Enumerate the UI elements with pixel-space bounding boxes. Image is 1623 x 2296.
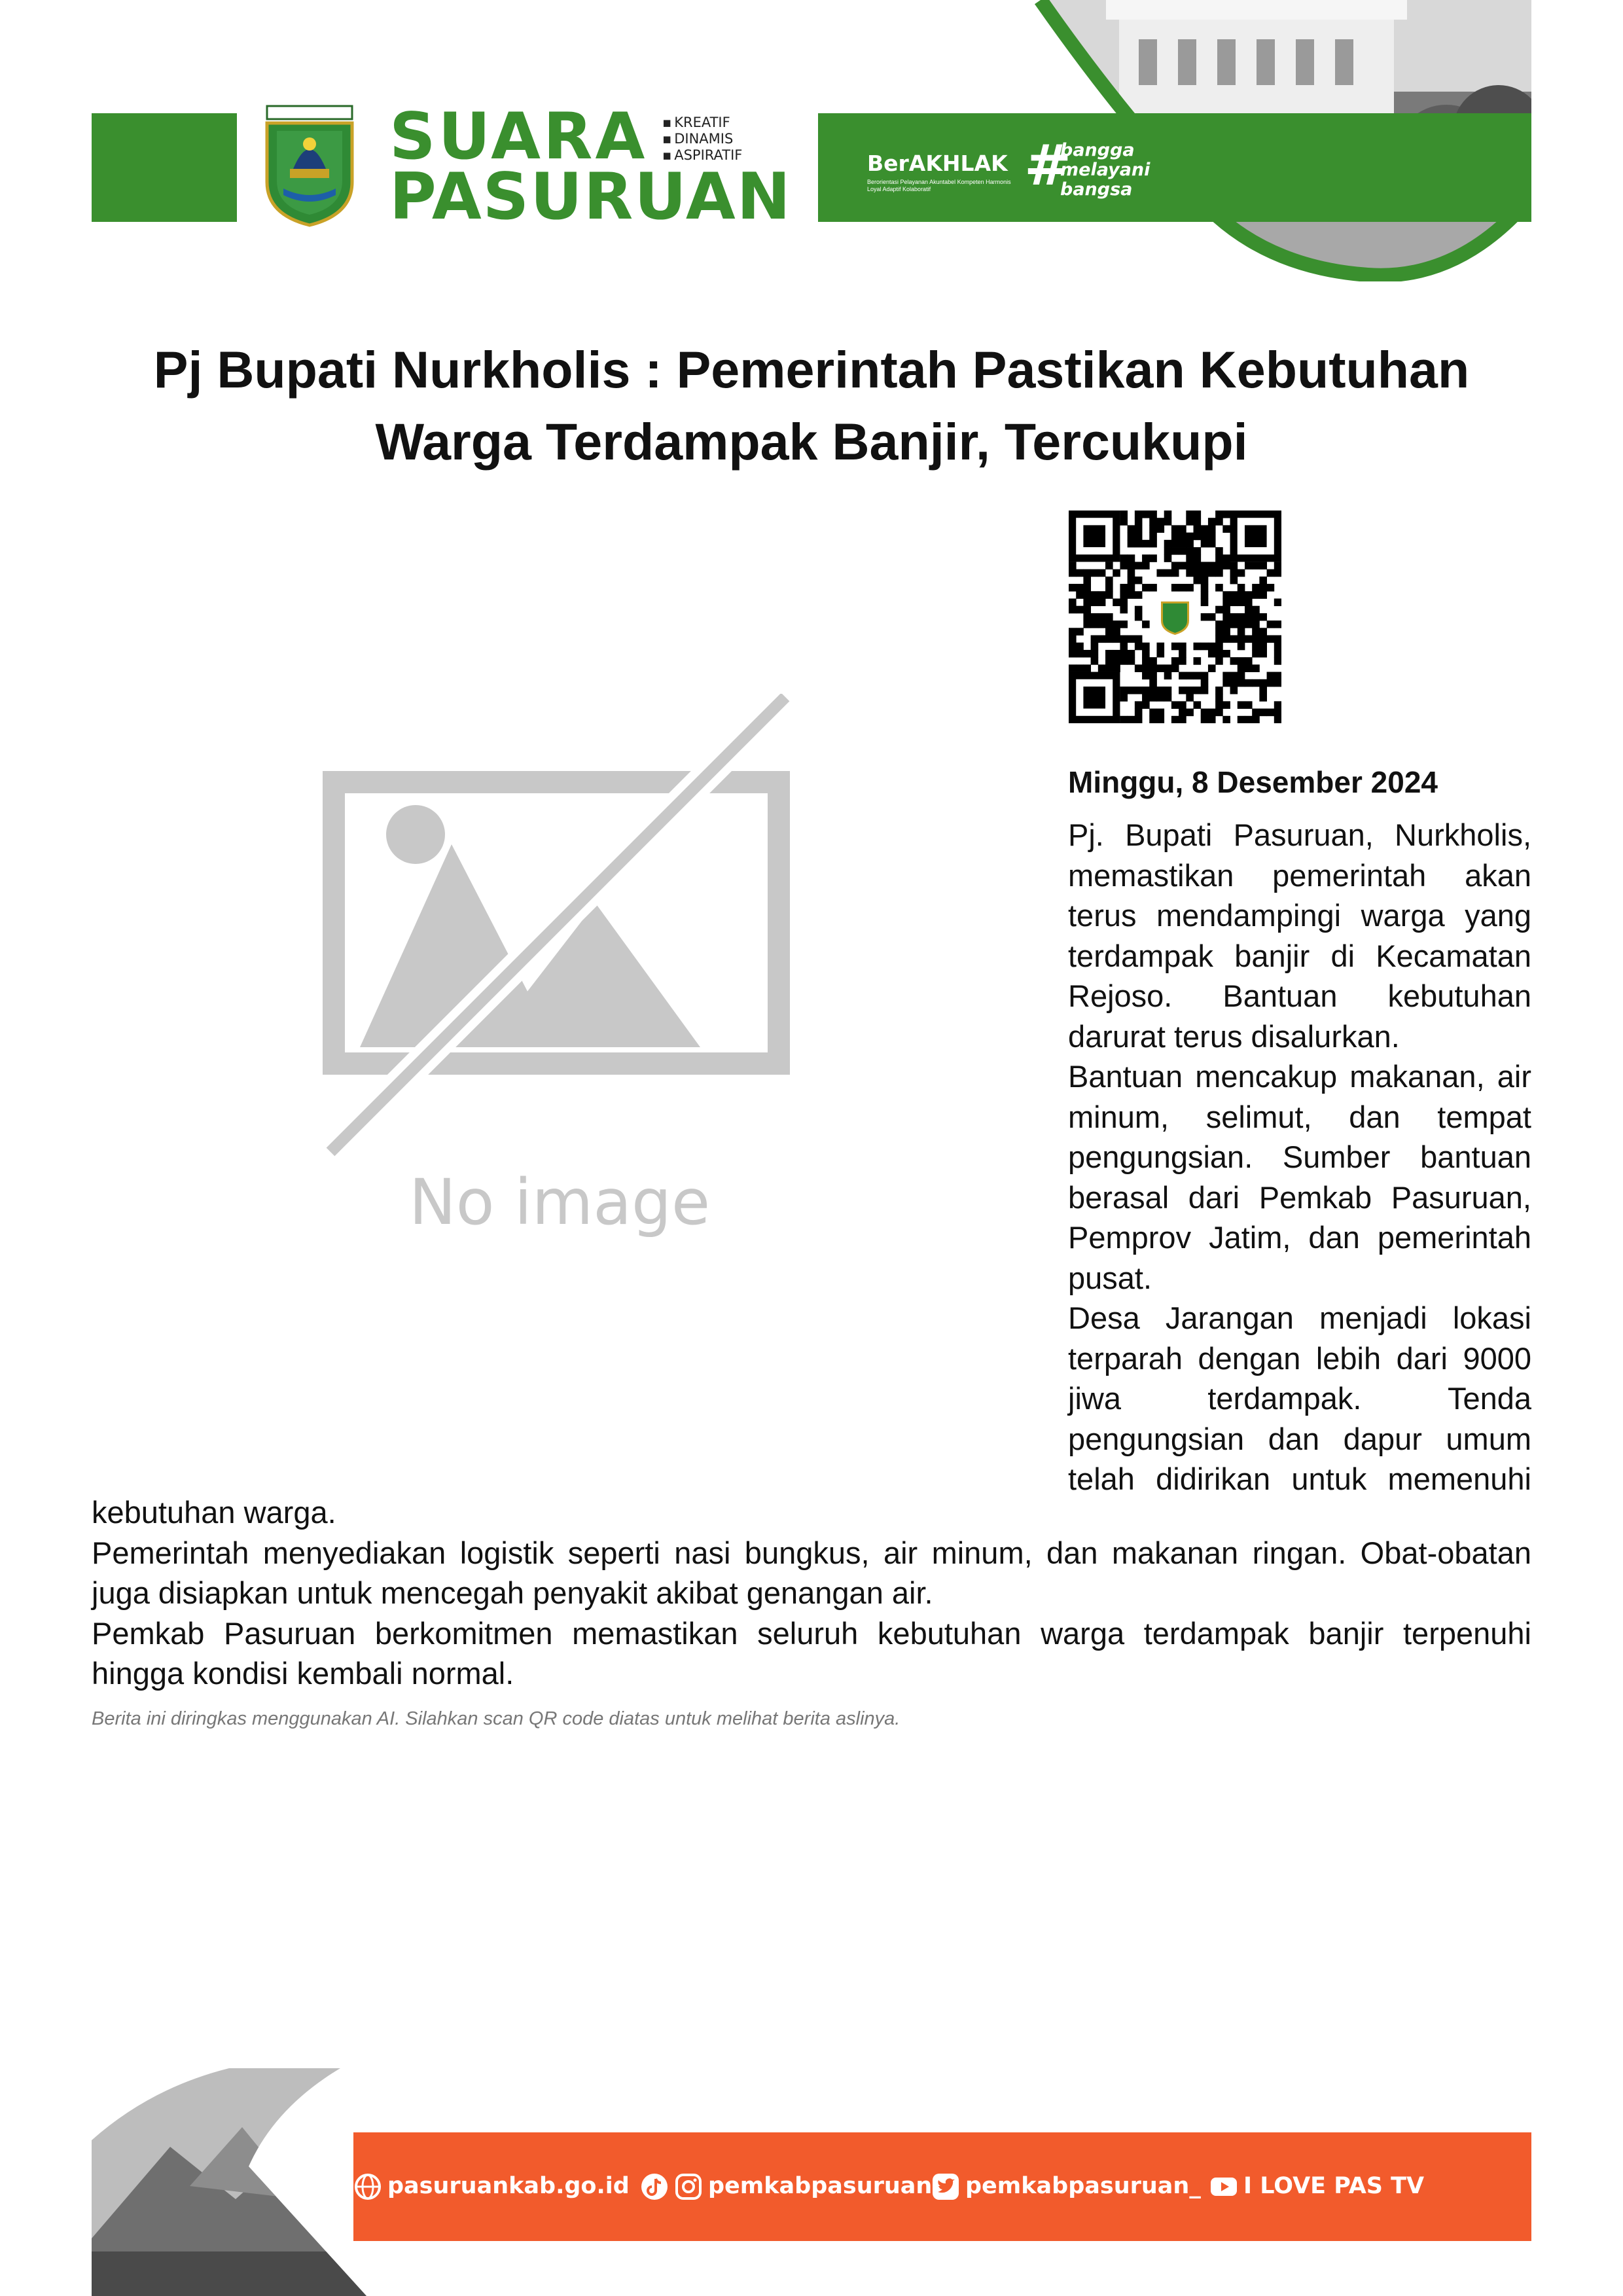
- berakhlak-subtitle: Berorientasi Pelayanan Akuntabel Kompeten Harmonis Loyal Adaptif Kolaboratif: [867, 179, 1011, 192]
- bangga-line: bangsa: [1060, 179, 1133, 200]
- article-paragraph: Desa Jarangan menjadi lokasi terparah dengan lebih dari 9000 jiwa terdampak. Tenda pengungsian dan dapur umum telah didirikan untuk memenuhi: [1068, 1300, 1531, 1496]
- ai-disclaimer: Berita ini diringkas menggunakan AI. Silahkan scan QR code diatas untuk melihat berita aslinya.: [92, 1708, 901, 1729]
- hashtag-icon: #: [1024, 133, 1072, 198]
- footer-youtube[interactable]: [1209, 2172, 1424, 2201]
- article-paragraph: Pj. Bupati Pasuruan, Nurkholis, memastikan pemerintah akan terus mendampingi warga yang terdampak banjir di Kecamatan Rejoso. Bantuan kebutuhan darurat terus disalurkan.: [1068, 817, 1531, 1054]
- article-paragraph: Pemkab Pasuruan berkomitmen memastikan seluruh kebutuhan warga terdampak banjir terpenuhi hingga kondisi kembali normal.: [92, 1615, 1531, 1691]
- footer-tiktok-instagram[interactable]: [640, 2172, 932, 2201]
- tagline-item: ▪ ASPIRATIF: [662, 147, 742, 164]
- no-image-placeholder: [321, 694, 818, 1250]
- article-body-full: [92, 1492, 1531, 1694]
- article-date: Minggu, 8 Desember 2024: [1068, 765, 1438, 799]
- brand-title-line2: PASURUAN: [389, 160, 792, 234]
- twitter-icon: [931, 2172, 960, 2201]
- globe-icon: [353, 2172, 382, 2201]
- tagline-item: ▪ DINAMIS: [662, 131, 742, 147]
- bangga-line: bangga: [1060, 140, 1135, 160]
- article-paragraph: kebutuhan warga.: [92, 1495, 336, 1530]
- footer-twitter[interactable]: [931, 2172, 1201, 2201]
- tiktok-instagram-handle: pemkabpasuruan: [708, 2173, 933, 2199]
- brand-tagline: [662, 115, 742, 164]
- bangga-line: melayani: [1060, 160, 1150, 180]
- kabupaten-pasuruan-crest-logo: [260, 103, 359, 228]
- website-text: pasuruankab.go.id: [387, 2173, 630, 2199]
- tiktok-icon: [640, 2172, 669, 2201]
- article-paragraph: Pemerintah menyediakan logistik seperti nasi bungkus, air minum, dan makanan ringan. Obat-obatan juga disiapkan untuk mencegah penyakit akibat genangan air.: [92, 1535, 1531, 1610]
- tagline-item: ▪ KREATIF: [662, 115, 742, 131]
- brand-title-line1: SUARA: [389, 99, 648, 174]
- youtube-channel: I LOVE PAS TV: [1243, 2173, 1425, 2199]
- qr-code[interactable]: [1069, 511, 1281, 723]
- berakhlak-logo: BerAKHLAK: [867, 151, 1008, 176]
- article-body-column: [1068, 815, 1531, 1499]
- instagram-icon: [674, 2172, 703, 2201]
- no-image-text: No image: [408, 1166, 711, 1239]
- twitter-handle: pemkabpasuruan_: [965, 2173, 1201, 2199]
- article-title: Pj Bupati Nurkholis : Pemerintah Pastikan Kebutuhan Warga Terdampak Banjir, Tercukupi: [153, 340, 1470, 471]
- article-paragraph: Bantuan mencakup makanan, air minum, selimut, dan tempat pengungsian. Sumber bantuan berasal dari Pemkab Pasuruan, Pemprov Jatim, dan pemerintah pusat.: [1068, 1059, 1531, 1295]
- footer-website[interactable]: [353, 2172, 630, 2201]
- header-green-bar-left: [92, 113, 237, 222]
- bangga-melayani-bangsa-logo: [1060, 141, 1150, 200]
- youtube-icon: [1209, 2172, 1238, 2201]
